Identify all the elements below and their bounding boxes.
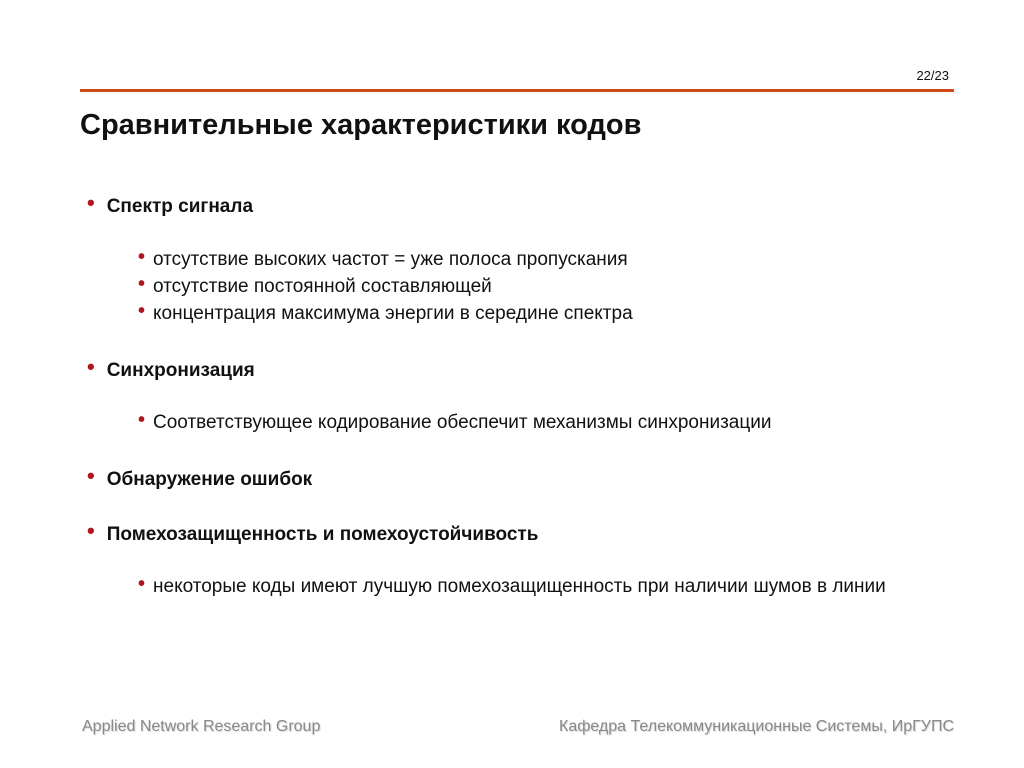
list-item-text: концентрация максимума энергии в середине спектра	[153, 303, 633, 324]
bullet-icon: •	[138, 573, 146, 595]
title-divider	[80, 89, 954, 92]
section-heading	[87, 465, 312, 491]
slide-title: Сравнительные характеристики кодов	[80, 109, 642, 141]
bullet-icon: •	[138, 300, 146, 322]
bullet-icon: •	[87, 463, 95, 488]
list-item	[138, 248, 628, 271]
section-heading	[87, 520, 538, 546]
section-heading-text: Синхронизация	[106, 360, 255, 381]
section-heading-text: Спектр сигнала	[106, 196, 254, 217]
bullet-icon: •	[138, 246, 146, 268]
footer-left: Applied Network Research Group	[82, 718, 321, 735]
footer-right: Кафедра Телекоммуникационные Системы, ИрГУПС	[559, 718, 954, 735]
bullet-icon: •	[138, 409, 146, 431]
section-heading	[87, 192, 253, 218]
list-item	[138, 572, 898, 601]
bullet-icon: •	[87, 190, 95, 215]
list-item-text: некоторые коды имеют лучшую помехозащищенность при наличии шумов в линии	[153, 576, 886, 597]
list-item	[138, 411, 771, 434]
list-item-text: отсутствие высоких частот = уже полоса пропускания	[153, 249, 628, 270]
bullet-icon: •	[87, 518, 95, 543]
bullet-icon: •	[138, 273, 146, 295]
section-heading-text: Обнаружение ошибок	[106, 469, 313, 490]
section-heading	[87, 356, 255, 382]
list-item	[138, 275, 492, 298]
list-item-text: Соответствующее кодирование обеспечит механизмы синхронизации	[153, 412, 772, 433]
bullet-icon: •	[87, 354, 95, 379]
section-heading-text: Помехозащищенность и помехоустойчивость	[106, 524, 539, 545]
list-item-text: отсутствие постоянной составляющей	[153, 276, 492, 297]
list-item	[138, 302, 633, 325]
slide-number: 22/23	[916, 68, 949, 83]
